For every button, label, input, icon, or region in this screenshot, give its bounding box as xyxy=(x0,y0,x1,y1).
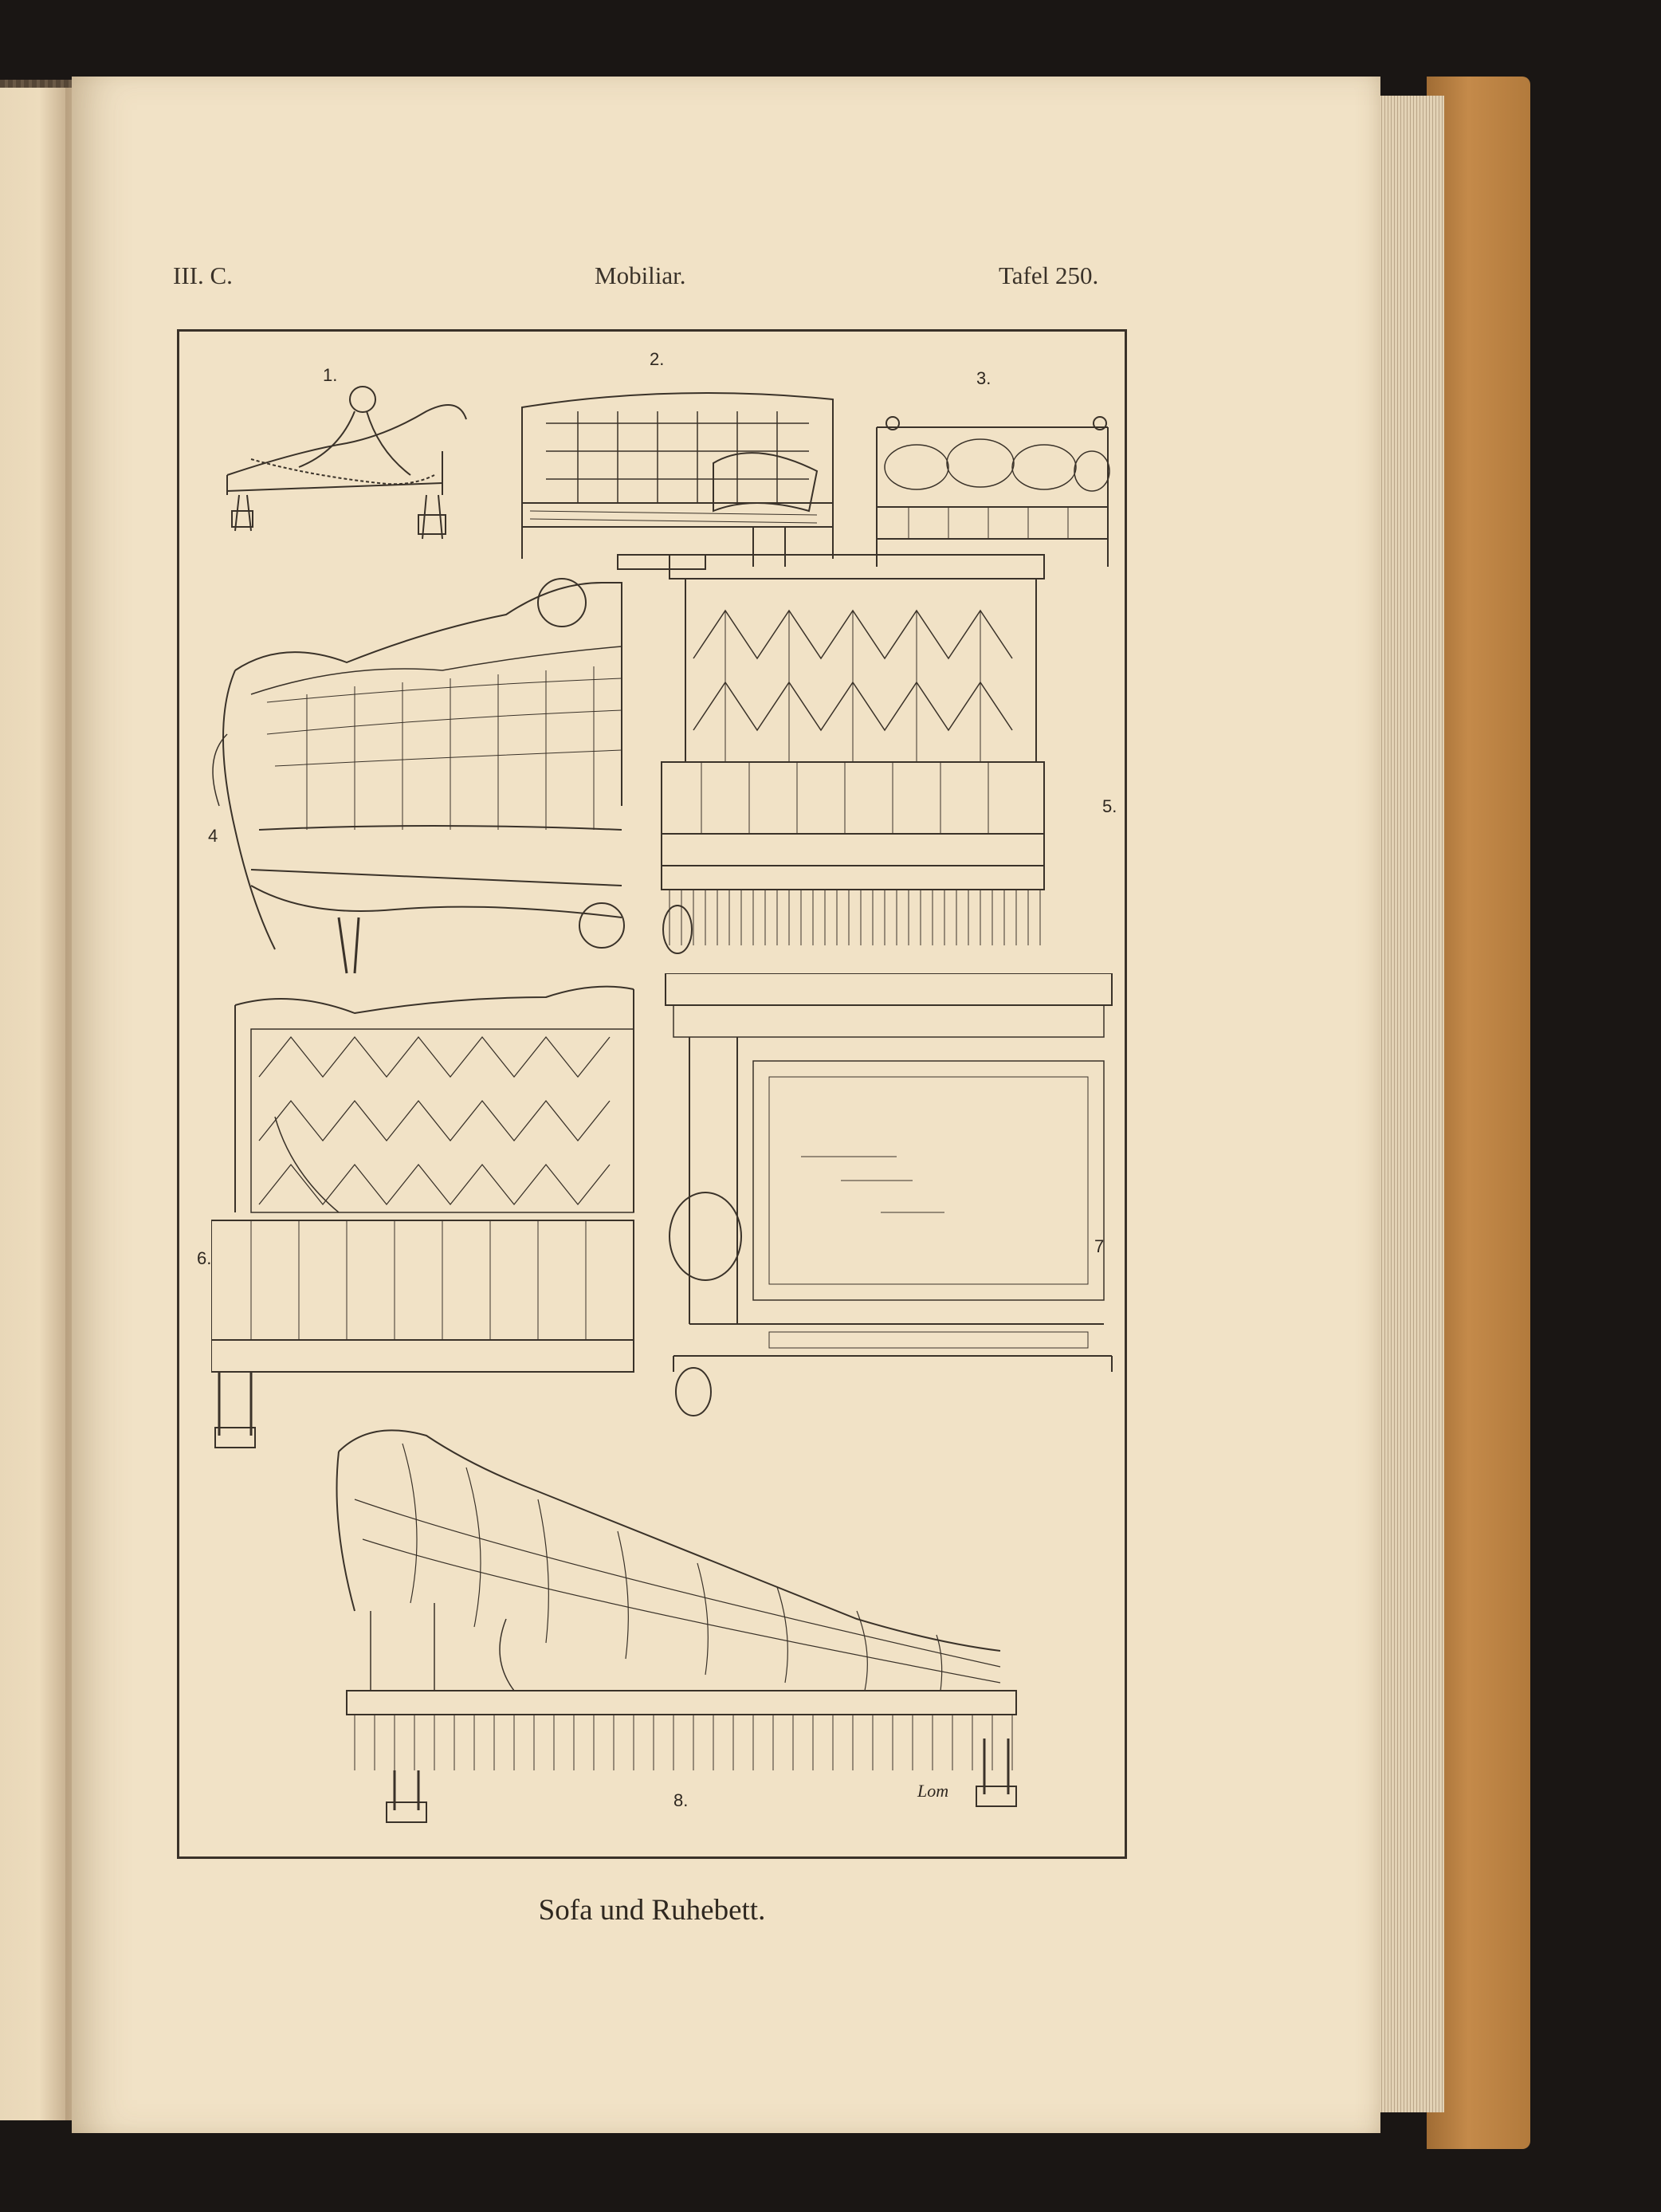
figure-number-2: 2. xyxy=(650,349,665,369)
left-page xyxy=(0,88,65,2120)
plate-caption: Sofa und Ruhebett. xyxy=(538,1894,766,1927)
figure-number-1: 1. xyxy=(323,365,338,385)
plate-number: Tafel 250. xyxy=(999,261,1099,289)
section-label: III. C. xyxy=(173,261,233,289)
page-title: Mobiliar. xyxy=(595,261,686,289)
figure-number-8: 8. xyxy=(673,1790,689,1810)
figure-number-5: 5. xyxy=(1102,796,1117,816)
figure-number-6: 6. xyxy=(197,1248,212,1268)
figure-number-4: 4 xyxy=(208,826,218,846)
figure-number-3: 3. xyxy=(976,368,991,388)
caption-container xyxy=(177,0,1127,2212)
figure-number-7: 7 xyxy=(1094,1236,1105,1256)
page-stack-edge xyxy=(1372,96,1444,2112)
artist-signature: Lom xyxy=(917,1781,949,1801)
